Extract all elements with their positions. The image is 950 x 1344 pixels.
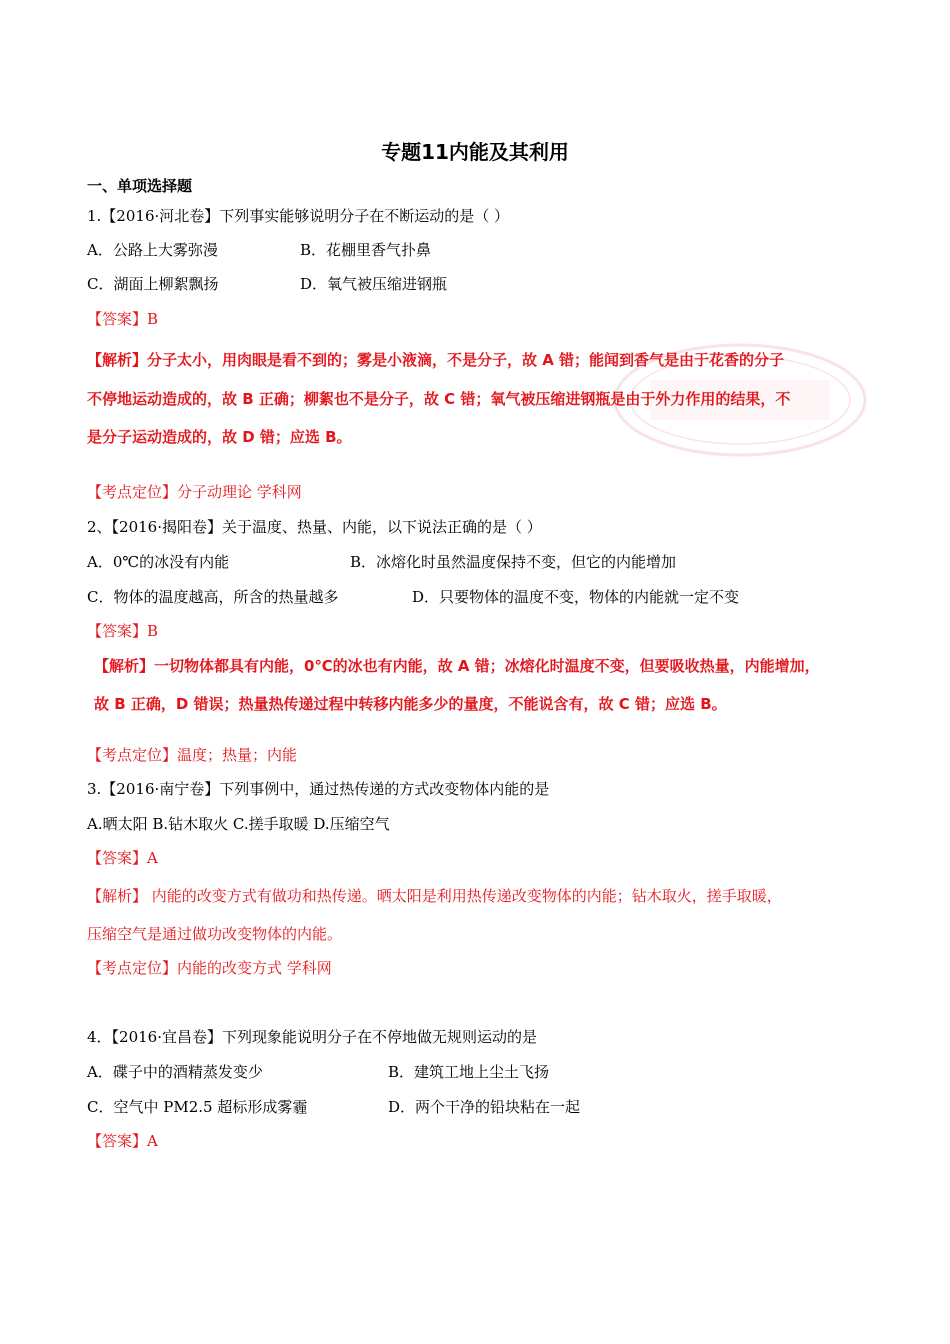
q3-answer bbox=[87, 848, 158, 868]
q1-source: 1.【2016·河北卷】 bbox=[87, 207, 220, 225]
q3-answer-label: 【答案】 bbox=[87, 849, 148, 867]
q2-point-label: 【考点定位】 bbox=[87, 746, 178, 764]
q1-analysis-line-1: 【解析】分子太小，用肉眼是看不到的；雾是小液滴，不是分子，故 A 错；能闻到香气是由于花香的分子 bbox=[87, 351, 785, 369]
q3-analysis-line-1: 【解析】 内能的改变方式有做功和热传递。晒太阳是利用热传递改变物体的内能；钻木取火，搓手取暖， bbox=[87, 887, 782, 905]
q4-answer-label: 【答案】 bbox=[87, 1132, 148, 1150]
document-title: 专题11内能及其利用 bbox=[381, 140, 569, 164]
q1-answer-label: 【答案】 bbox=[87, 310, 148, 328]
q1-option-c: C．湖面上柳絮飘扬 bbox=[87, 275, 219, 293]
q3-point-value: 内能的改变方式 学科网 bbox=[177, 959, 332, 977]
section-heading: 一、单项选择题 bbox=[87, 177, 193, 195]
q1-stem-line bbox=[87, 206, 509, 226]
q3-options: A.晒太阳 B.钻木取火 C.搓手取暖 D.压缩空气 bbox=[87, 815, 390, 833]
q1-option-d: D．氧气被压缩进钢瓶 bbox=[300, 275, 448, 293]
q1-analysis-line-2: 不停地运动造成的，故 B 正确；柳絮也不是分子，故 C 错；氧气被压缩进钢瓶是由于外力作用的结果，不 bbox=[87, 390, 791, 408]
q1-stem: 下列事实能够说明分子在不断运动的是（ ） bbox=[219, 207, 510, 225]
q3-knowledge-point bbox=[87, 958, 332, 978]
q2-option-b: B．冰熔化时虽然温度保持不变，但它的内能增加 bbox=[350, 553, 677, 571]
q4-stem-line bbox=[87, 1027, 537, 1047]
q1-analysis-line-3: 是分子运动造成的，故 D 错；应选 B。 bbox=[87, 428, 352, 446]
q2-answer bbox=[87, 621, 158, 641]
q2-option-a: A．0℃的冰没有内能 bbox=[87, 553, 230, 571]
q4-answer-value: A bbox=[147, 1132, 158, 1150]
q4-stem: 下列现象能说明分子在不停地做无规则运动的是 bbox=[222, 1028, 538, 1046]
q3-analysis-line-2: 压缩空气是通过做功改变物体的内能。 bbox=[87, 925, 343, 943]
q4-option-d: D．两个干净的铅块粘在一起 bbox=[388, 1098, 581, 1116]
q4-option-c: C．空气中 PM2.5 超标形成雾霾 bbox=[87, 1098, 308, 1116]
q4-source: 4．【2016·宜昌卷】 bbox=[87, 1028, 222, 1046]
q1-knowledge-point bbox=[87, 482, 302, 502]
q4-option-b: B．建筑工地上尘土飞扬 bbox=[388, 1063, 550, 1081]
q3-answer-value: A bbox=[147, 849, 158, 867]
q2-analysis-line-2: 故 B 正确，D 错误；热量热传递过程中转移内能多少的量度，不能说含有，故 C 错；应选 B。 bbox=[94, 695, 727, 713]
q2-option-c: C．物体的温度越高，所含的热量越多 bbox=[87, 588, 339, 606]
q1-answer bbox=[87, 309, 158, 329]
q3-point-label: 【考点定位】 bbox=[87, 959, 178, 977]
q2-analysis-line-1: 【解析】一切物体都具有内能，0℃的冰也有内能，故 A 错；冰熔化时温度不变，但要吸收热量，内能增加， bbox=[94, 657, 820, 675]
q3-stem: 下列事例中，通过热传递的方式改变物体内能的是 bbox=[219, 780, 550, 798]
q4-option-a: A．碟子中的酒精蒸发变少 bbox=[87, 1063, 263, 1081]
q1-point-value: 分子动理论 学科网 bbox=[177, 483, 302, 501]
q2-knowledge-point bbox=[87, 745, 297, 765]
q3-source: 3.【2016·南宁卷】 bbox=[87, 780, 220, 798]
q1-point-label: 【考点定位】 bbox=[87, 483, 178, 501]
q2-point-value: 温度；热量；内能 bbox=[177, 746, 298, 764]
q2-answer-value: B bbox=[147, 622, 159, 640]
q4-answer bbox=[87, 1131, 158, 1151]
watermark-stamp bbox=[610, 335, 870, 465]
q2-answer-label: 【答案】 bbox=[87, 622, 148, 640]
q1-option-b: B．花棚里香气扑鼻 bbox=[300, 241, 432, 259]
q1-option-a: A．公路上大雾弥漫 bbox=[87, 241, 218, 259]
q3-stem-line bbox=[87, 779, 549, 799]
q1-answer-value: B bbox=[147, 310, 159, 328]
q2-stem: 2、【2016·揭阳卷】关于温度、热量、内能，以下说法正确的是（ ） bbox=[87, 518, 542, 536]
q2-option-d: D．只要物体的温度不变，物体的内能就一定不变 bbox=[412, 588, 740, 606]
